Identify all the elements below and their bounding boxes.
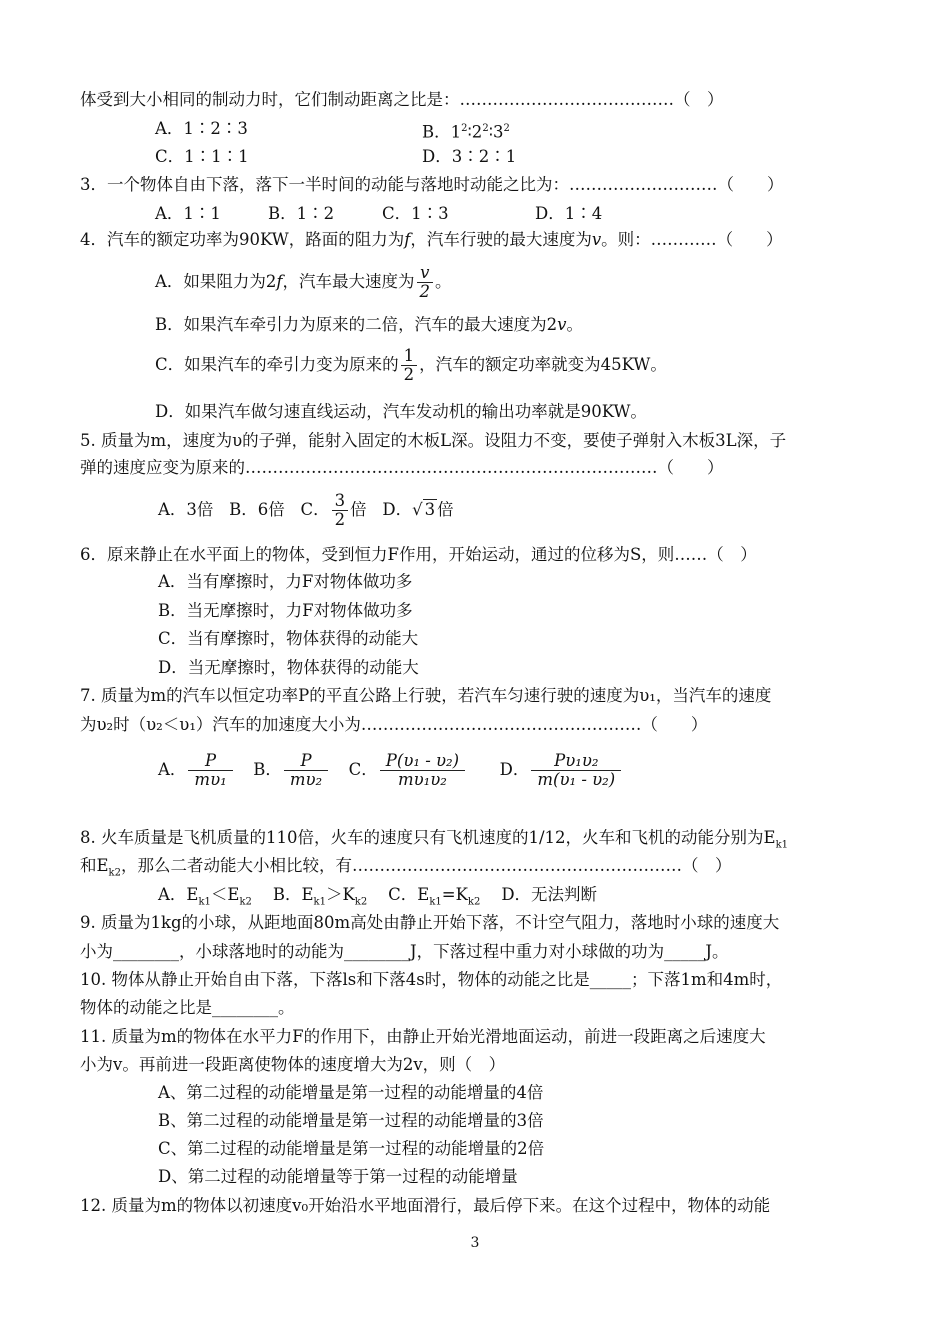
- q7-option-b: B． $\frac{P}{\text{mυ₂}}$: [253, 760, 330, 779]
- q3-option-b: B．1∶2: [268, 204, 335, 223]
- q9-stem-line1: 9. 质量为1kg的小球，从距地面80m高处由静止开始下落，不计空气阻力，落地时小球的速度大: [80, 913, 780, 932]
- q7-option-a: A． $\frac{P}{\text{mυ₁}}$: [158, 760, 235, 779]
- q7-stem-line2: 为υ₂时（υ₂＜υ₁）汽车的加速度大小为……………………………………………（ ）: [80, 715, 708, 734]
- q6-option-d: D．当无摩擦时，物体获得的动能大: [158, 658, 419, 677]
- q11-stem-line2: 小为v。再前进一段距离使物体的速度增大为2v，则（ ）: [80, 1055, 506, 1074]
- q6-stem: 6．原来静止在水平面上的物体，受到恒力F作用，开始运动，通过的位移为S，则……（ ）: [80, 545, 757, 564]
- q11-stem-line1: 11. 质量为m的物体在水平力F的作用下，由静止开始光滑地面运动，前进一段距离之后速度大: [80, 1027, 766, 1046]
- fraction-v-over-2: $\frac{v}{2}$: [417, 264, 434, 301]
- q5-options: [158, 490, 454, 530]
- q7-option-d: D． $\frac{\text{Pυ₁υ₂}}{\text{m(υ₁ - υ₂)}}$: [500, 760, 624, 779]
- q8-option-d: D．无法判断: [501, 885, 598, 904]
- q3-option-c: C．1∶3: [382, 204, 449, 223]
- q12-stem-line1: 12. 质量为m的物体以初速度v₀开始沿水平地面滑行，最后停下来。在这个过程中，物体的动能: [80, 1196, 771, 1215]
- q8-stem-line2: 和$E_{k2}$，那么二者动能大小相比较，有……………………………………………………（ ）: [80, 856, 732, 879]
- q10-stem-line1: 10. 物体从静止开始自由下落，下落ls和下落4s时，物体的动能之比是_____；下落1m和4m时，: [80, 970, 783, 989]
- q8-option-b: B．$E_{k1}>K_{k2}$: [272, 885, 368, 908]
- q10-stem-line2: 物体的动能之比是________。: [80, 998, 295, 1017]
- q4-option-b: B．如果汽车牵引力为原来的二倍，汽车的最大速度为2v。: [155, 315, 583, 334]
- q8-stem-line1: 8. 火车质量是飞机质量的110倍，火车的速度只有飞机速度的1/12，火车和飞机的动能分别为$E_{k1}$: [80, 828, 788, 851]
- fraction-one-half: $\frac{1}{2}$: [401, 347, 418, 384]
- q2-option-d: D．3∶2∶1: [422, 147, 517, 166]
- q7-option-c: C． $\frac{\text{P(υ₁ - υ₂)}}{\text{mυ₁υ₂}}$: [349, 760, 467, 779]
- q5-option-b: B．6倍: [229, 500, 285, 519]
- q11-option-c: C、第二过程的动能增量是第一过程的动能增量的2倍: [158, 1139, 545, 1158]
- q7-stem-line1: 7. 质量为m的汽车以恒定功率P的平直公路上行驶，若汽车匀速行驶的速度为υ₁，当汽车的速度: [80, 686, 772, 705]
- q2-option-a: A．1∶2∶3: [155, 119, 248, 138]
- q4-option-d: D．如果汽车做匀速直线运动，汽车发动机的输出功率就是90KW。: [155, 402, 647, 421]
- q3-option-d: D．1∶4: [535, 204, 603, 223]
- q6-option-a: A．当有摩擦时，力F对物体做功多: [158, 572, 413, 591]
- q5-stem-line2: 弹的速度应变为原来的…………………………………………………………………（ ）: [80, 458, 724, 477]
- q11-option-d: D、第二过程的动能增量等于第一过程的动能增量: [158, 1167, 518, 1186]
- q7-options: [158, 750, 623, 790]
- q5-option-a: A．3倍: [158, 500, 214, 519]
- q6-option-c: C．当有摩擦时，物体获得的动能大: [158, 629, 419, 648]
- q4-option-c: C．如果汽车的牵引力变为原来的 $\frac{1}{2}$ ，汽车的额定功率就变为45KW。: [155, 346, 667, 384]
- q3-stem: 3．一个物体自由下落，落下一半时间的动能与落地时动能之比为：………………………（ ）: [80, 175, 784, 194]
- q11-option-b: B、第二过程的动能增量是第一过程的动能增量的3倍: [158, 1111, 544, 1130]
- q5-option-c: C． $\frac{3}{2}$ 倍: [300, 491, 367, 529]
- sqrt-3: √ 3: [412, 500, 436, 519]
- q8-options: [158, 883, 597, 914]
- q3-option-a: A．1∶1: [155, 204, 221, 223]
- q6-option-b: B．当无摩擦时，力F对物体做功多: [158, 601, 413, 620]
- q9-stem-line2: 小为________，小球落地时的动能为________J，下落过程中重力对小球做的功为_____J。: [80, 942, 729, 961]
- q8-option-a: A．$E_{k1}<E_{k2}$: [158, 885, 252, 908]
- q4-stem: 4．汽车的额定功率为90KW，路面的阻力为f，汽车行驶的最大速度为v。则：…………（ ）: [80, 230, 783, 249]
- q4-option-a: A．如果阻力为2f，汽车最大速度为 $\frac{v}{2}$ 。: [155, 263, 452, 301]
- q5-option-d: D．√ 3 倍: [382, 500, 454, 519]
- page-number: 3: [470, 1235, 480, 1251]
- q11-option-a: A、第二过程的动能增量是第一过程的动能增量的4倍: [158, 1083, 544, 1102]
- q8-option-c: C．$E_{k1}=K_{k2}$: [388, 885, 481, 908]
- q5-stem-line1: 5. 质量为m，速度为υ的子弹，能射入固定的木板L深。设阻力不变，要使子弹射入木板3L深，子: [80, 431, 787, 450]
- q2-stem-continuation: 体受到大小相同的制动力时，它们制动距离之比是：…………………………………（ ）: [80, 90, 724, 109]
- q2-option-b: B．$1^2∶2^2∶3^2$: [422, 122, 510, 142]
- q2-option-c: C．1∶1∶1: [155, 147, 249, 166]
